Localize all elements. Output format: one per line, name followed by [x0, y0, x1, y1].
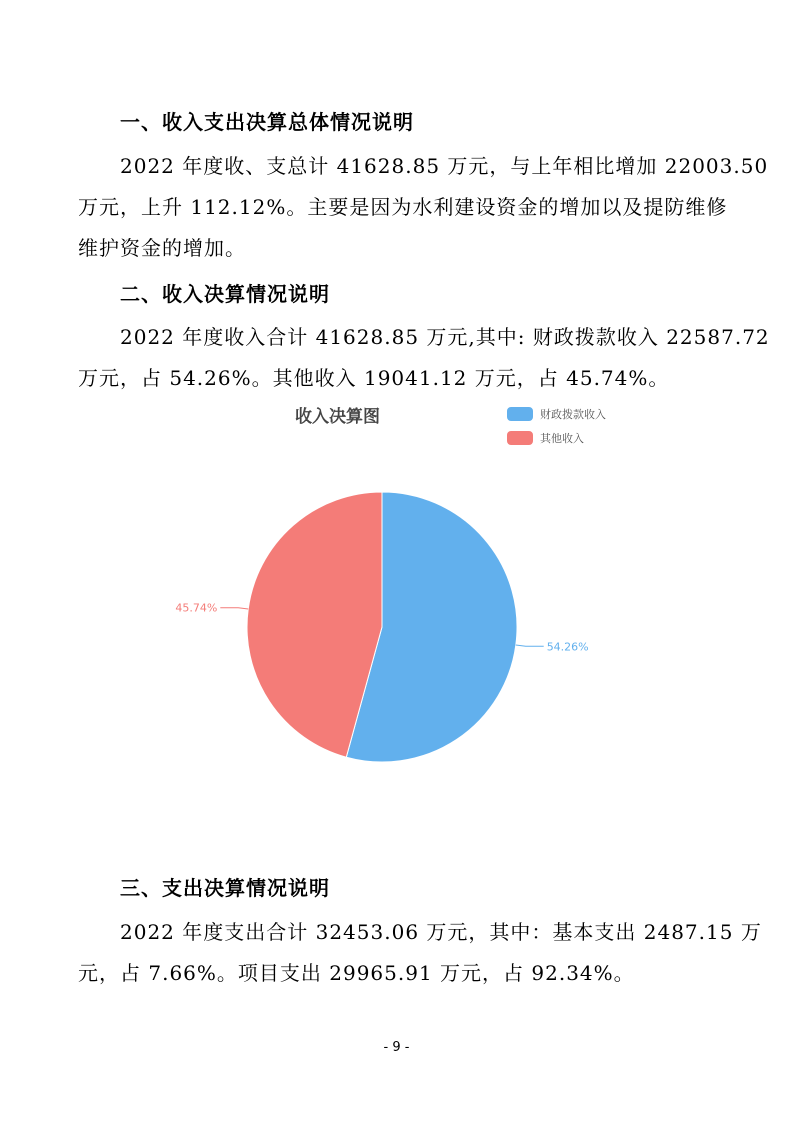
- section-heading-expenditure: 三、支出决算情况说明: [120, 876, 330, 900]
- page-number: - 9 -: [383, 1040, 410, 1055]
- legend-swatch-0: [507, 407, 533, 421]
- overall-paragraph-line-1: 2022 年度收、支总计 41628.85 万元，与上年相比增加 22003.50: [120, 154, 769, 178]
- overall-paragraph-line-2: 万元，上升 112.12%。主要是因为水利建设资金的增加以及提防维修: [78, 195, 728, 219]
- section-heading-income: 二、收入决算情况说明: [120, 282, 330, 306]
- income-paragraph-line-2: 万元，占 54.26%。其他收入 19041.12 万元，占 45.74%。: [78, 366, 670, 390]
- section-heading-overall: 一、收入支出决算总体情况说明: [120, 110, 414, 134]
- pie-data-label-0: 54.26%: [546, 640, 589, 654]
- legend-label-0: 财政拨款收入: [540, 408, 606, 421]
- expenditure-paragraph-line-2: 元，占 7.66%。项目支出 29965.91 万元，占 92.34%。: [78, 961, 635, 985]
- chart-legend: [507, 407, 606, 445]
- pie-leader-line-1: [220, 608, 248, 609]
- legend-swatch-1: [507, 431, 533, 445]
- overall-paragraph-line-3: 维护资金的增加。: [78, 236, 246, 260]
- pie-leader-line-0: [516, 645, 544, 646]
- expenditure-paragraph-line-1: 2022 年度支出合计 32453.06 万元，其中：基本支出 2487.15 万: [120, 920, 762, 944]
- legend-label-1: 其他收入: [540, 432, 584, 445]
- pie-data-label-1: 45.74%: [175, 601, 218, 615]
- income-paragraph-line-1: 2022 年度收入合计 41628.85 万元,其中: 财政拨款收入 22587.72: [120, 325, 770, 349]
- income-pie-chart: [150, 392, 630, 782]
- chart-title: 收入决算图: [295, 407, 380, 427]
